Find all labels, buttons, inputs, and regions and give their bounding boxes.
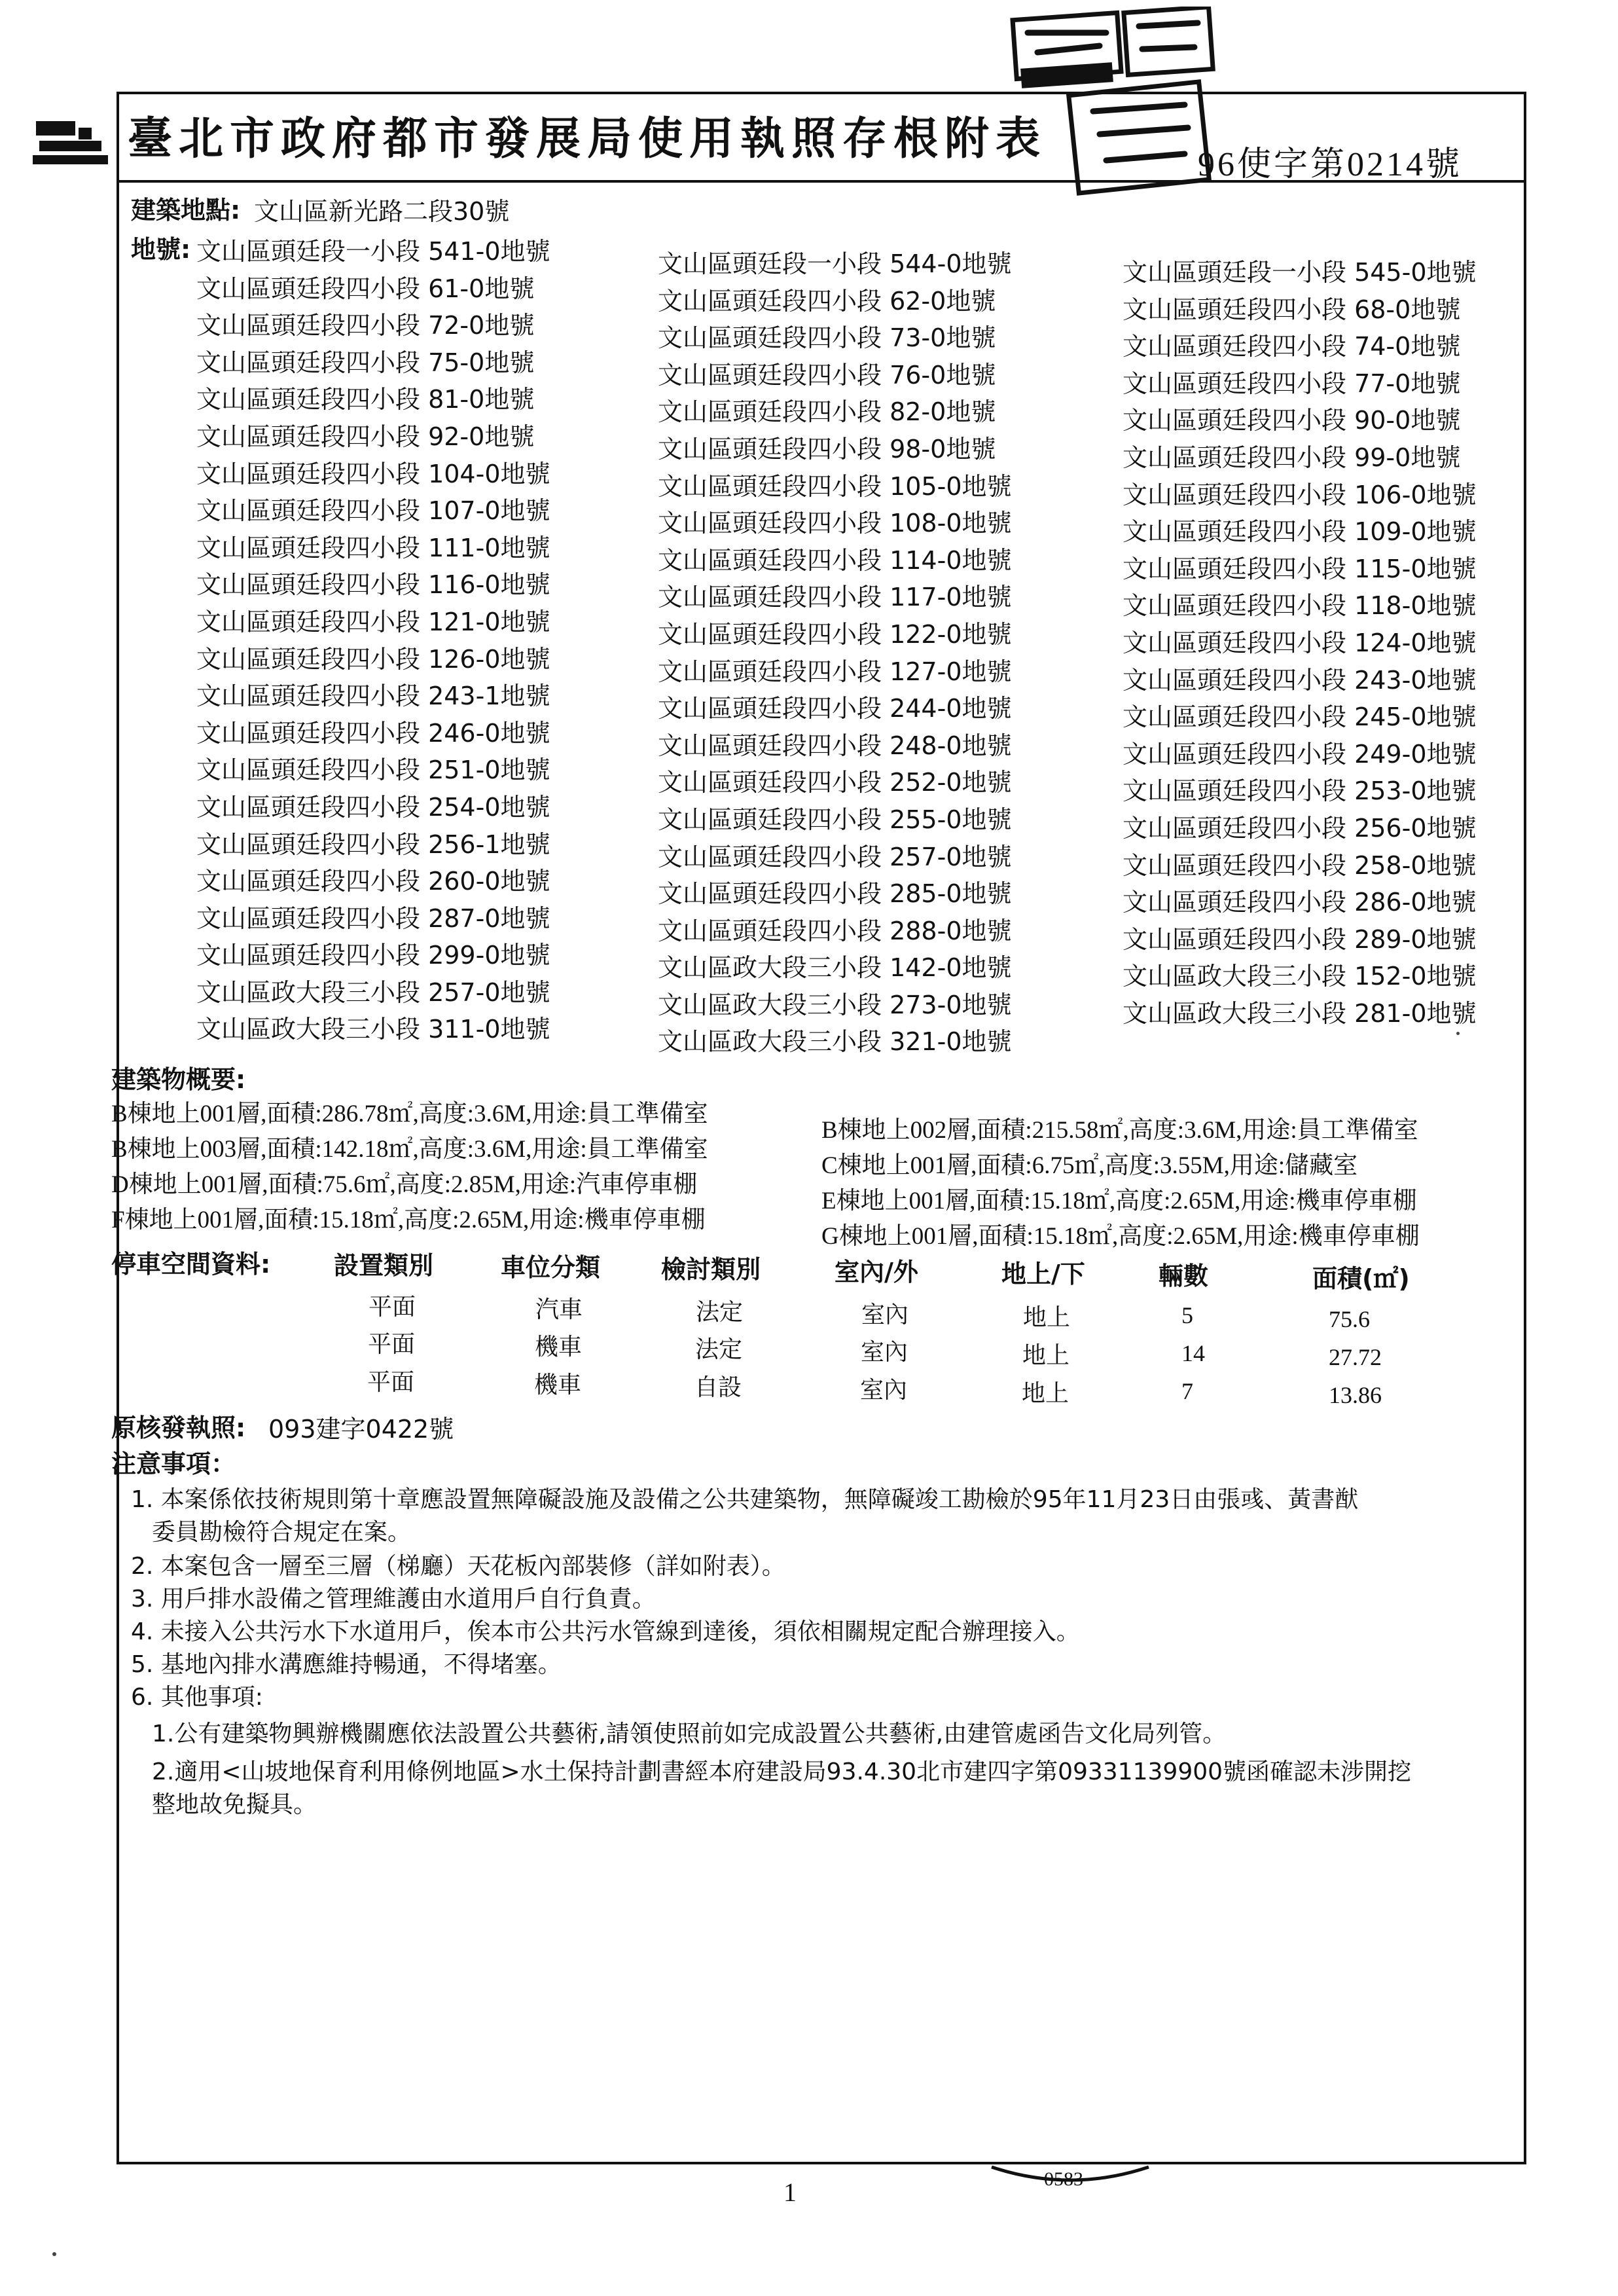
address-label: 建築地點:	[131, 196, 241, 225]
parking-header: 地上/下	[1001, 1260, 1085, 1288]
lot-number-entry: 文山區頭廷段四小段 106-0地號	[1123, 480, 1477, 509]
original-permit-label: 原核發執照:	[111, 1413, 246, 1442]
note-line: 5. 基地內排水溝應維持暢通，不得堵塞。	[131, 1651, 562, 1678]
lot-number-entry: 文山區頭廷段四小段 118-0地號	[1123, 591, 1477, 621]
address-value: 文山區新光路二段30號	[254, 197, 510, 226]
lot-number-entry: 文山區頭廷段四小段 251-0地號	[196, 756, 550, 785]
parking-header: 輛數	[1159, 1262, 1209, 1290]
lot-number-entry: 文山區頭廷段四小段 258-0地號	[1123, 850, 1477, 880]
lot-number-entry: 文山區頭廷段四小段 105-0地號	[658, 471, 1012, 501]
lot-number-entry: 文山區頭廷段四小段 255-0地號	[658, 805, 1012, 834]
lot-column-3	[1123, 254, 1581, 1032]
lot-number-entry: 文山區政大段三小段 152-0地號	[1123, 962, 1477, 991]
lot-column-2	[658, 246, 1116, 1061]
lot-number-entry: 文山區頭廷段四小段 98-0地號	[658, 434, 996, 464]
lot-number-entry: 文山區頭廷段四小段 124-0地號	[1123, 628, 1477, 657]
lot-number-entry: 文山區頭廷段四小段 243-1地號	[196, 682, 550, 711]
parking-header: 車位分類	[501, 1253, 601, 1282]
lot-number-entry: 文山區頭廷段四小段 256-1地號	[196, 829, 550, 859]
lot-number-entry: 文山區頭廷段四小段 92-0地號	[196, 422, 535, 451]
lot-number-entry: 文山區頭廷段四小段 90-0地號	[1123, 406, 1461, 435]
page-number: 1	[783, 2178, 797, 2207]
lot-number-entry: 文山區頭廷段四小段 72-0地號	[196, 311, 535, 340]
parking-header: 檢討類別	[661, 1255, 761, 1284]
lot-number-entry: 文山區頭廷段四小段 246-0地號	[196, 718, 550, 748]
lot-number-entry: 文山區政大段三小段 142-0地號	[658, 953, 1012, 983]
parking-cell: 平面	[368, 1331, 416, 1358]
parking-header: 面積(㎡)	[1312, 1264, 1410, 1293]
building-row: B棟地上001層,面積:286.78㎡,高度:3.6M,用途:員工準備室	[111, 1101, 708, 1127]
parking-cell: 自設	[694, 1374, 742, 1401]
permit-number: 96使字第0214號	[1198, 146, 1463, 183]
official-seal-stamp	[1001, 7, 1224, 196]
parking-cell: 27.72	[1329, 1344, 1382, 1370]
lot-number-entry: 文山區頭廷段四小段 249-0地號	[1123, 739, 1477, 769]
lot-number-entry: 文山區頭廷段四小段 77-0地號	[1123, 369, 1461, 398]
parking-cell: 地上	[1023, 1304, 1071, 1331]
lot-number-entry: 文山區頭廷段四小段 126-0地號	[196, 644, 550, 674]
lot-number-entry: 文山區頭廷段四小段 285-0地號	[658, 879, 1012, 909]
parking-cell: 機車	[535, 1334, 583, 1360]
building-row: E棟地上001層,面積:15.18㎡,高度:2.65M,用途:機車停車棚	[821, 1188, 1417, 1214]
note-line: 1. 本案係依技術規則第十章應設置無障礙設施及設備之公共建築物，無障礙竣工勘檢於95年11月23日由張彧、黃書猷	[131, 1486, 1359, 1513]
lot-number-entry: 文山區頭廷段一小段 545-0地號	[1123, 258, 1477, 287]
building-summary-label: 建築物概要:	[111, 1065, 246, 1094]
lot-number-entry: 文山區頭廷段四小段 74-0地號	[1123, 332, 1461, 361]
lot-number-entry: 文山區頭廷段四小段 248-0地號	[658, 731, 1012, 760]
serial-stamp-graphic	[988, 2160, 1152, 2196]
building-row: C棟地上001層,面積:6.75㎡,高度:3.55M,用途:儲藏室	[821, 1152, 1358, 1179]
lot-number-entry: 文山區頭廷段四小段 287-0地號	[196, 903, 550, 933]
lot-number-entry: 文山區頭廷段四小段 81-0地號	[196, 385, 535, 414]
parking-header: 室內/外	[835, 1258, 918, 1286]
note-line: 整地故免擬具。	[152, 1791, 317, 1818]
note-line: 2. 本案包含一層至三層（梯廳）天花板內部裝修（詳如附表）。	[131, 1553, 785, 1580]
parking-cell: 14	[1181, 1340, 1205, 1366]
lot-number-entry: 文山區頭廷段四小段 244-0地號	[658, 694, 1012, 723]
lot-number-entry: 文山區頭廷段四小段 117-0地號	[658, 583, 1012, 612]
lot-number-entry: 文山區頭廷段四小段 253-0地號	[1123, 776, 1477, 806]
lot-number-entry: 文山區頭廷段四小段 73-0地號	[658, 323, 996, 353]
serial-stamp-text: 0583	[1044, 2168, 1083, 2190]
lot-number-entry: 文山區頭廷段四小段 82-0地號	[658, 397, 996, 427]
parking-cell: 法定	[695, 1336, 743, 1363]
lot-number-entry: 文山區頭廷段四小段 107-0地號	[196, 496, 550, 526]
scan-speck	[1456, 1032, 1460, 1035]
parking-cell: 室內	[860, 1377, 908, 1404]
lot-number-entry: 文山區政大段三小段 257-0地號	[196, 977, 550, 1007]
parking-header: 設置類別	[334, 1251, 434, 1280]
lot-number-entry: 文山區頭廷段四小段 111-0地號	[196, 533, 550, 562]
building-row: G棟地上001層,面積:15.18㎡,高度:2.65M,用途:機車停車棚	[821, 1223, 1420, 1250]
parking-cell: 汽車	[535, 1296, 583, 1323]
lot-number-entry: 文山區頭廷段四小段 76-0地號	[658, 360, 996, 390]
notes-label: 注意事項：	[111, 1449, 236, 1478]
parking-cell: 平面	[367, 1369, 415, 1396]
lot-number-entry: 文山區頭廷段四小段 75-0地號	[196, 348, 535, 377]
lot-number-entry: 文山區頭廷段四小段 115-0地號	[1123, 554, 1477, 583]
parking-cell: 法定	[696, 1299, 744, 1326]
parking-cell: 7	[1181, 1378, 1193, 1404]
lot-number-entry: 文山區頭廷段四小段 299-0地號	[196, 941, 550, 970]
lot-number-entry: 文山區頭廷段四小段 289-0地號	[1123, 924, 1477, 954]
parking-label: 停車空間資料:	[111, 1250, 271, 1279]
lot-number-entry: 文山區政大段三小段 273-0地號	[658, 990, 1012, 1019]
lot-number-entry: 文山區頭廷段四小段 109-0地號	[1123, 517, 1477, 547]
parking-cell: 室內	[861, 1302, 909, 1328]
lot-number-entry: 文山區頭廷段四小段 62-0地號	[658, 286, 996, 316]
parking-cell: 地上	[1022, 1380, 1070, 1407]
parking-cell: 75.6	[1329, 1306, 1370, 1332]
scan-speck	[52, 2252, 56, 2256]
note-line: 1.公有建築物興辦機關應依法設置公共藝術,請領使照前如完成設置公共藝術,由建管處函告文化局列管。	[152, 1721, 1227, 1747]
lot-number-entry: 文山區頭廷段四小段 68-0地號	[1123, 295, 1461, 324]
building-row: B棟地上003層,面積:142.18㎡,高度:3.6M,用途:員工準備室	[111, 1136, 708, 1163]
lot-number-entry: 文山區頭廷段一小段 541-0地號	[196, 237, 550, 266]
lot-number-entry: 文山區頭廷段四小段 116-0地號	[196, 570, 550, 600]
building-row: B棟地上002層,面積:215.58㎡,高度:3.6M,用途:員工準備室	[821, 1117, 1418, 1144]
lot-number-entry: 文山區頭廷段四小段 243-0地號	[1123, 665, 1477, 695]
lot-number-entry: 文山區頭廷段四小段 245-0地號	[1123, 702, 1477, 732]
lot-number-entry: 文山區頭廷段四小段 121-0地號	[196, 607, 550, 636]
lot-number-entry: 文山區頭廷段四小段 254-0地號	[196, 792, 550, 822]
note-line: 2.適用<山坡地保育利用條例地區>水土保持計劃書經本府建設局93.4.30北市建四字第09331139900號函確認未涉開挖	[152, 1758, 1412, 1785]
note-line: 3. 用戶排水設備之管理維護由水道用戶自行負責。	[131, 1586, 656, 1613]
lot-number-entry: 文山區頭廷段四小段 257-0地號	[658, 842, 1012, 871]
lot-number-entry: 文山區頭廷段四小段 256-0地號	[1123, 813, 1477, 843]
parking-cell: 室內	[861, 1339, 908, 1366]
parking-cell: 機車	[534, 1372, 582, 1398]
lot-number-entry: 文山區頭廷段四小段 260-0地號	[196, 867, 550, 896]
lot-number-entry: 文山區頭廷段四小段 252-0地號	[658, 768, 1012, 797]
note-line: 6. 其他事項:	[131, 1684, 263, 1711]
lot-number-entry: 文山區頭廷段四小段 61-0地號	[196, 274, 535, 303]
lot-number-entry: 文山區頭廷段四小段 99-0地號	[1123, 443, 1461, 472]
building-row: D棟地上001層,面積:75.6㎡,高度:2.85M,用途:汽車停車棚	[111, 1171, 698, 1198]
lot-number-entry: 文山區政大段三小段 321-0地號	[658, 1027, 1012, 1057]
parking-cell: 5	[1181, 1302, 1193, 1328]
lot-number-entry: 文山區頭廷段一小段 544-0地號	[658, 249, 1012, 278]
lot-number-entry: 文山區頭廷段四小段 286-0地號	[1123, 888, 1477, 917]
parking-cell: 地上	[1022, 1342, 1070, 1369]
parking-cell: 13.86	[1329, 1382, 1382, 1408]
parking-cell: 平面	[369, 1294, 416, 1321]
building-row: F棟地上001層,面積:15.18㎡,高度:2.65M,用途:機車停車棚	[111, 1207, 706, 1233]
scan-mark-graphic	[33, 115, 108, 173]
lot-number-entry: 文山區政大段三小段 311-0地號	[196, 1015, 550, 1044]
lot-number-entry: 文山區頭廷段四小段 288-0地號	[658, 916, 1012, 945]
note-line: 委員勘檢符合規定在案。	[152, 1519, 412, 1546]
lot-number-label: 地號:	[131, 235, 191, 264]
lot-number-entry: 文山區政大段三小段 281-0地號	[1123, 998, 1477, 1028]
lot-number-entry: 文山區頭廷段四小段 114-0地號	[658, 545, 1012, 575]
lot-number-entry: 文山區頭廷段四小段 122-0地號	[658, 619, 1012, 649]
note-line: 4. 未接入公共污水下水道用戶，俟本市公共污水管線到達後，須依相關規定配合辦理接入。	[131, 1618, 1080, 1645]
lot-number-entry: 文山區頭廷段四小段 127-0地號	[658, 657, 1012, 686]
lot-number-entry: 文山區頭廷段四小段 108-0地號	[658, 509, 1012, 538]
lot-number-entry: 文山區頭廷段四小段 104-0地號	[196, 459, 550, 488]
lot-column-1	[196, 233, 655, 1048]
original-permit-value: 093建字0422號	[268, 1415, 454, 1444]
page-title: 臺北市政府都市發展局使用執照存根附表	[128, 113, 1047, 165]
